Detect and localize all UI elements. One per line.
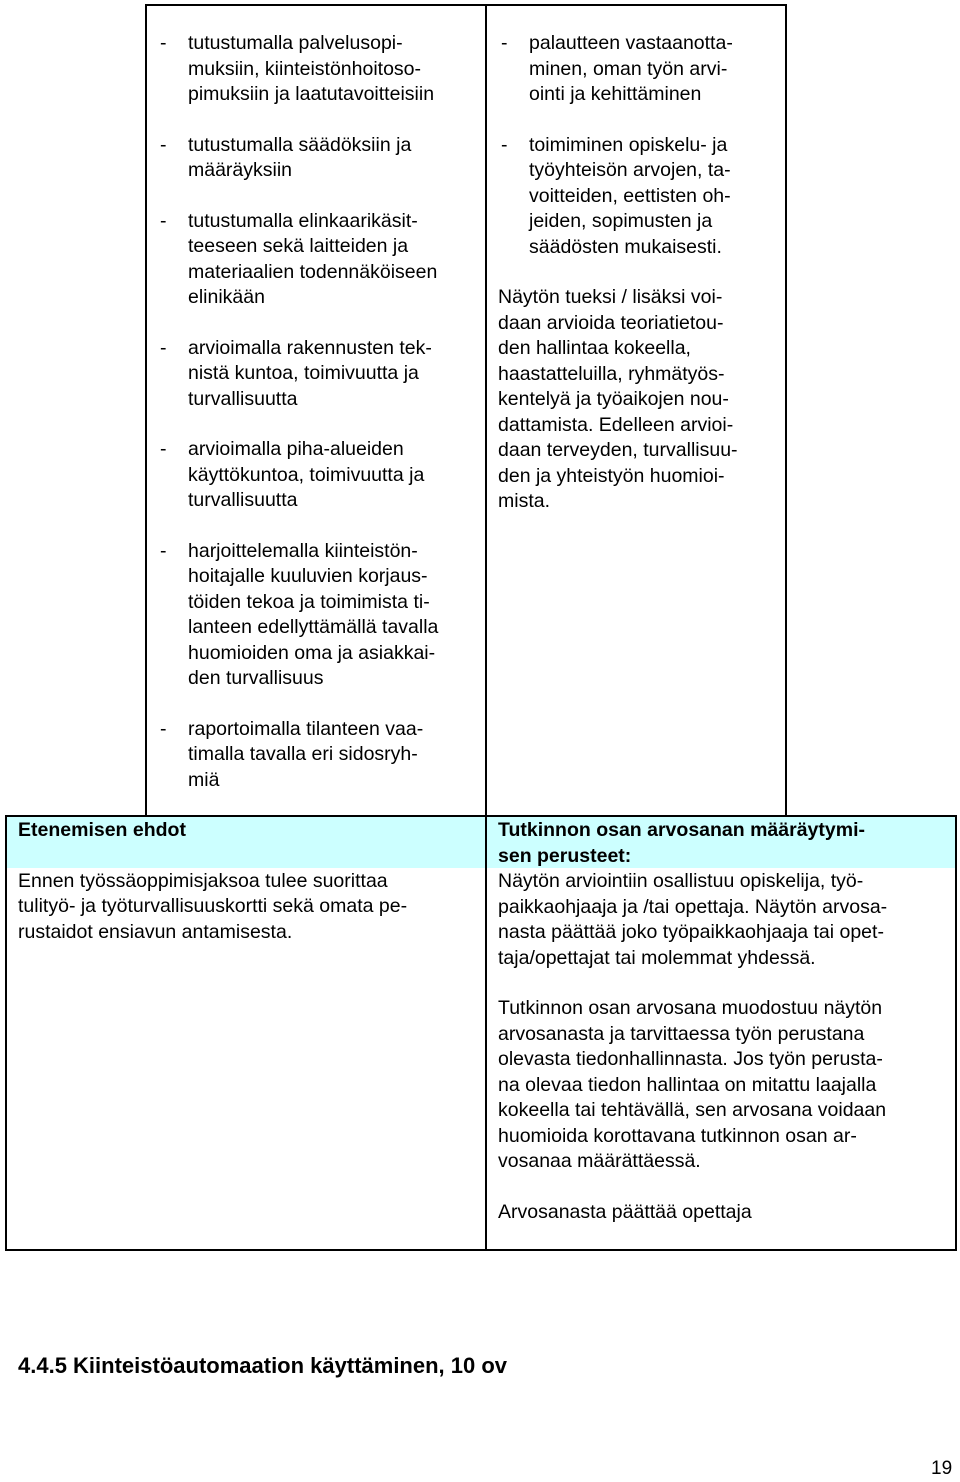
progression-conditions-heading: Etenemisen ehdot	[18, 819, 186, 841]
assessment-criteria-cell	[498, 31, 781, 515]
page-number: 19	[931, 1458, 953, 1479]
list-item: - tutustumalla elinkaarikäsit- teeseen sekä laitteiden ja materiaalien todennäköiseen elinikään	[160, 209, 480, 311]
table-border-left-lower	[5, 815, 7, 1251]
list-item: - tutustumalla säädöksiin ja määräyksiin	[160, 133, 480, 184]
table-divider-middle	[485, 4, 487, 1251]
progression-conditions-cell	[18, 818, 480, 945]
list-item: - arvioimalla piha-alueiden käyttökuntoa, toimivuutta ja turvallisuutta	[160, 437, 480, 514]
table-border-top	[145, 4, 787, 6]
progression-conditions-text: Ennen työssäoppimisjaksoa tulee suorittaa tulityö- ja työturvallisuuskortti sekä omata pe- rustaidot ensiavun antamisesta.	[18, 869, 408, 943]
table-border-right-lower	[955, 815, 957, 1251]
list-item: - arvioimalla rakennusten tek- nistä kuntoa, toimivuutta ja turvallisuutta	[160, 336, 480, 413]
grading-basis-cell	[498, 818, 950, 1225]
learning-activities-list	[160, 31, 480, 793]
grading-basis-heading: Tutkinnon osan arvosanan määräytymi- sen perusteet:	[498, 819, 865, 867]
section-heading: 4.4.5 Kiinteistöautomaation käyttäminen, 10 ov	[18, 1353, 508, 1378]
table-border-right-upper	[785, 4, 787, 817]
grading-basis-paragraph: Arvosanasta päättää opettaja	[498, 1200, 752, 1223]
learning-activities-cell	[160, 31, 480, 793]
table-border-left-upper	[145, 4, 147, 817]
list-item: - tutustumalla palvelusopi- muksiin, kiinteistönhoitoso- pimuksiin ja laatutavoitteisiin	[160, 31, 480, 108]
grading-basis-paragraph: Näytön arviointiin osallistuu opiskelija, työ- paikkaohjaaja ja /tai opettaja. Näytön arvosa- nasta päättää joko työpaikkaohjaaja tai opet- taja/opettajat tai molemmat yhdessä.	[498, 870, 888, 969]
list-item: - palautteen vastaanotta- minen, oman työn arvi- ointi ja kehittäminen	[501, 31, 781, 108]
demonstration-support-paragraph: Näytön tueksi / lisäksi voi- daan arvioida teoriatietou- den hallintaa kokeella, haastatteluilla, ryhmätyös- kentelyä ja työaikojen nou- dattamista. Edelleen arvioi- daan terveyden, turvallisuu- den ja yhteistyön huomioi- mista.	[498, 286, 738, 512]
grading-basis-paragraph: Tutkinnon osan arvosana muodostuu näytön arvosanasta ja tarvittaessa työn perustana olevasta tiedonhallinnasta. Jos työn perusta- na olevaa tiedon hallintaa on mitattu laajalla kokeella tai tehtävällä, sen arvosana voidaan huomioida korottavana tutkinnon osan ar- vosanaa määrättäessä.	[498, 997, 887, 1172]
table-border-bottom	[5, 1249, 957, 1251]
list-item: - toimiminen opiskelu- ja työyhteisön arvojen, ta- voitteiden, eettisten oh- jeiden, sopimusten ja säädösten mukaisesti.	[501, 133, 781, 261]
assessment-criteria-list	[501, 31, 781, 260]
list-item: - raportoimalla tilanteen vaa- timalla tavalla eri sidosryh- miä	[160, 717, 480, 794]
list-item: - harjoittelemalla kiinteistön- hoitajalle kuuluvien korjaus- töiden tekoa ja toimimista ti- lanteen edellyttämällä tavalla huomioiden oma ja asiakkai- den turvallisuus	[160, 539, 480, 692]
table-row-divider	[5, 815, 956, 817]
